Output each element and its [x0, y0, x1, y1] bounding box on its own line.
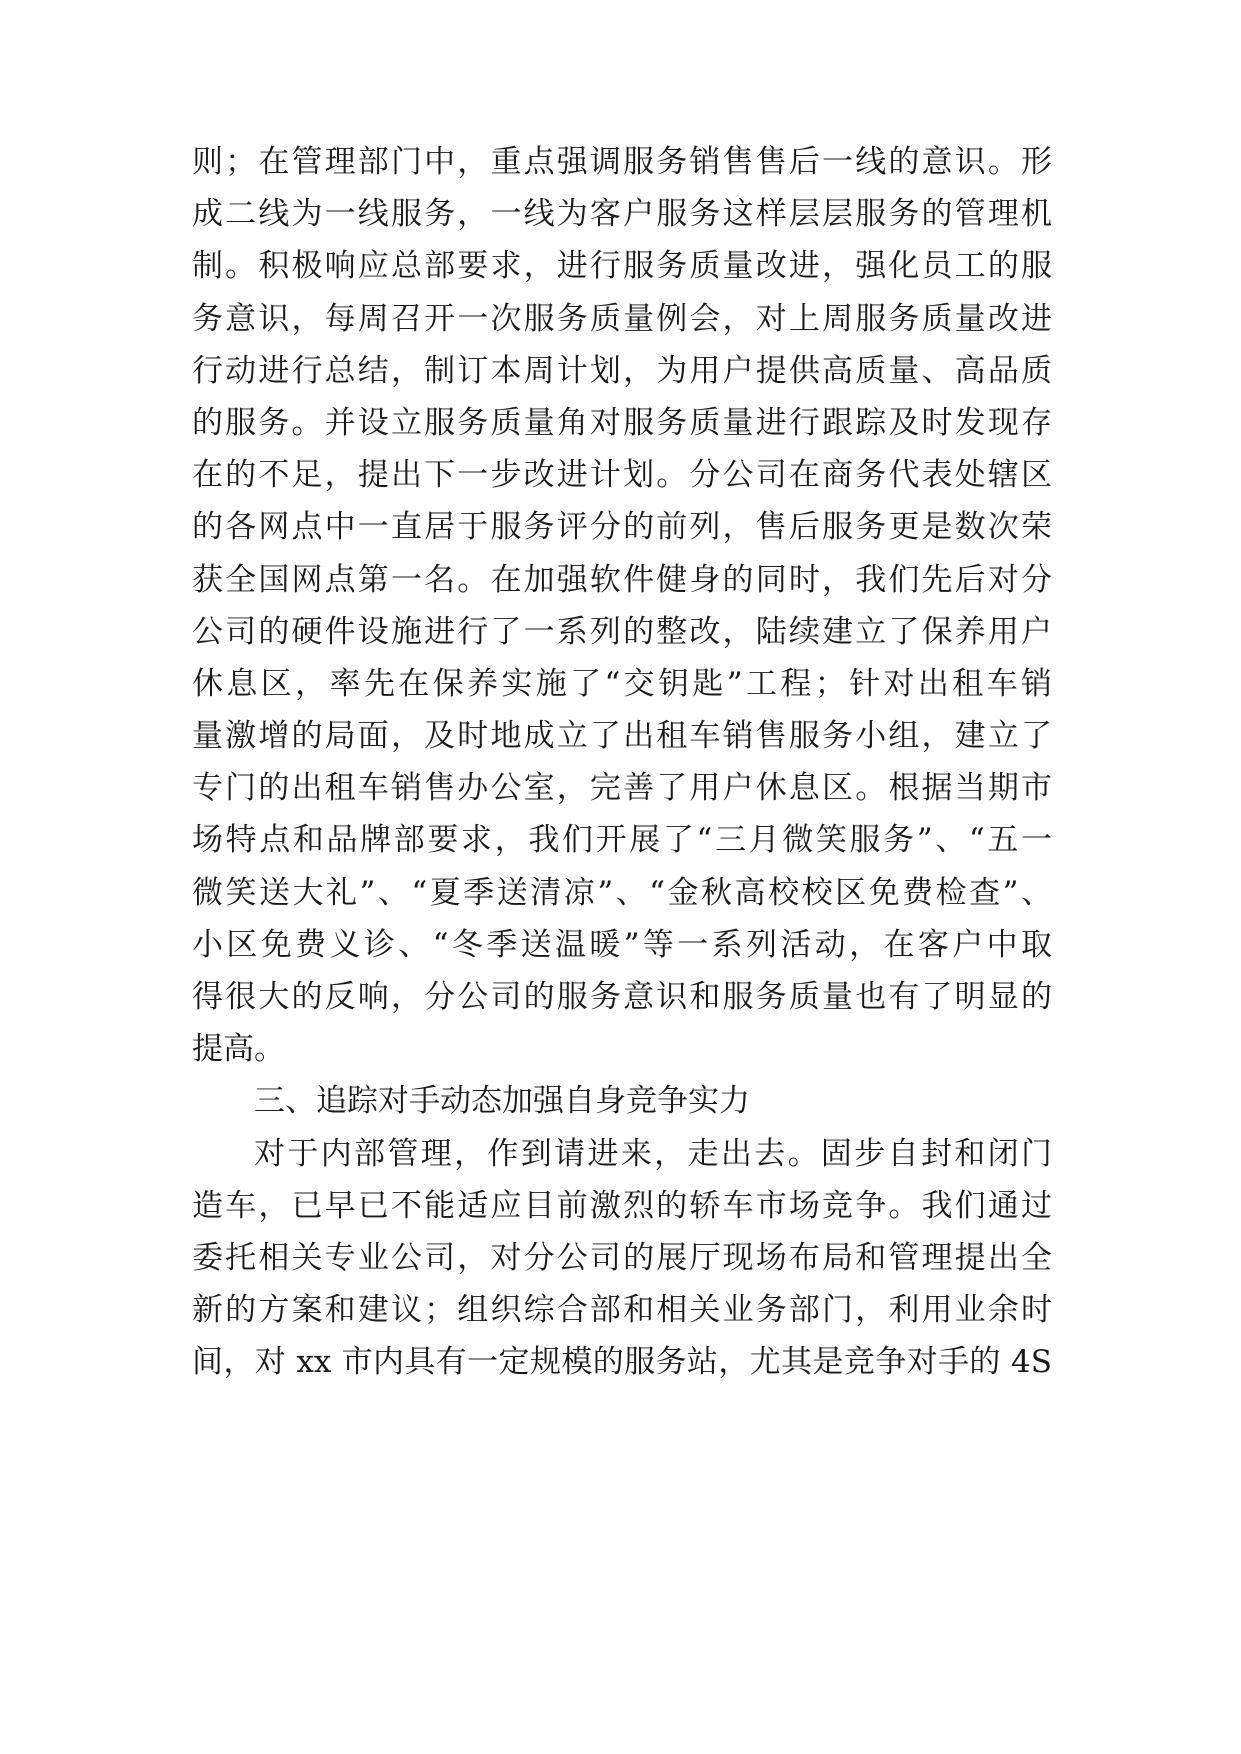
paragraph-line: 在的不足，提出下一步改进计划。分公司在商务代表处辖区 — [192, 457, 1052, 494]
paragraph-line: 务意识，每周召开一次服务质量例会，对上周服务质量改进 — [192, 300, 1052, 337]
paragraph-line: 提高。 — [192, 1031, 285, 1068]
paragraph-line: 新的方案和建议；组织综合部和相关业务部门，利用业余时 — [192, 1292, 1052, 1329]
paragraph-line: 则；在管理部门中，重点强调服务销售售后一线的意识。形 — [192, 144, 1052, 180]
paragraph-line: 公司的硬件设施进行了一系列的整改，陆续建立了保养用户 — [192, 613, 1052, 650]
paragraph-line: 小区免费义诊、“冬季送温暖”等一系列活动，在客户中取 — [192, 926, 1052, 963]
paragraph-line: 的服务。并设立服务质量角对服务质量进行跟踪及时发现存 — [192, 404, 1052, 441]
paragraph-line: 得很大的反响，分公司的服务意识和服务质量也有了明显的 — [192, 979, 1052, 1015]
paragraph-line: 专门的出租车销售办公室，完善了用户休息区。根据当期市 — [192, 770, 1052, 807]
paragraph-line: 间，对 xx 市内具有一定规模的服务站，尤其是竞争对手的 4S — [192, 1344, 1052, 1381]
paragraph-line: 量激增的局面，及时地成立了出租车销售服务小组，建立了 — [192, 718, 1052, 755]
paragraph-line: 行动进行总结，制订本周计划，为用户提供高质量、高品质 — [192, 352, 1052, 389]
paragraph-line: 休息区，率先在保养实施了“交钥匙”工程；针对出租车销 — [192, 665, 1052, 702]
paragraph-line: 造车，已早已不能适应目前激烈的轿车市场竞争。我们通过 — [192, 1187, 1052, 1224]
paragraph-line: 制。积极响应总部要求，进行服务质量改进，强化员工的服 — [192, 248, 1052, 285]
section-heading: 三、追踪对手动态加强自身竞争实力 — [254, 1083, 750, 1120]
paragraph-line: 场特点和品牌部要求，我们开展了“三月微笑服务”、“五一 — [192, 822, 1052, 859]
paragraph-line: 成二线为一线服务，一线为客户服务这样层层服务的管理机 — [192, 196, 1052, 233]
paragraph-line: 的各网点中一直居于服务评分的前列，售后服务更是数次荣 — [192, 509, 1052, 546]
paragraph-line: 对于内部管理，作到请进来，走出去。固步自封和闭门 — [254, 1135, 1052, 1172]
paragraph-line: 微笑送大礼”、“夏季送清凉”、“金秋高校校区免费检查”、 — [192, 874, 1052, 911]
paragraph-line: 委托相关专业公司，对分公司的展厅现场布局和管理提出全 — [192, 1239, 1052, 1276]
paragraph-line: 获全国网点第一名。在加强软件健身的同时，我们先后对分 — [192, 561, 1052, 598]
document-body — [192, 136, 1052, 1389]
